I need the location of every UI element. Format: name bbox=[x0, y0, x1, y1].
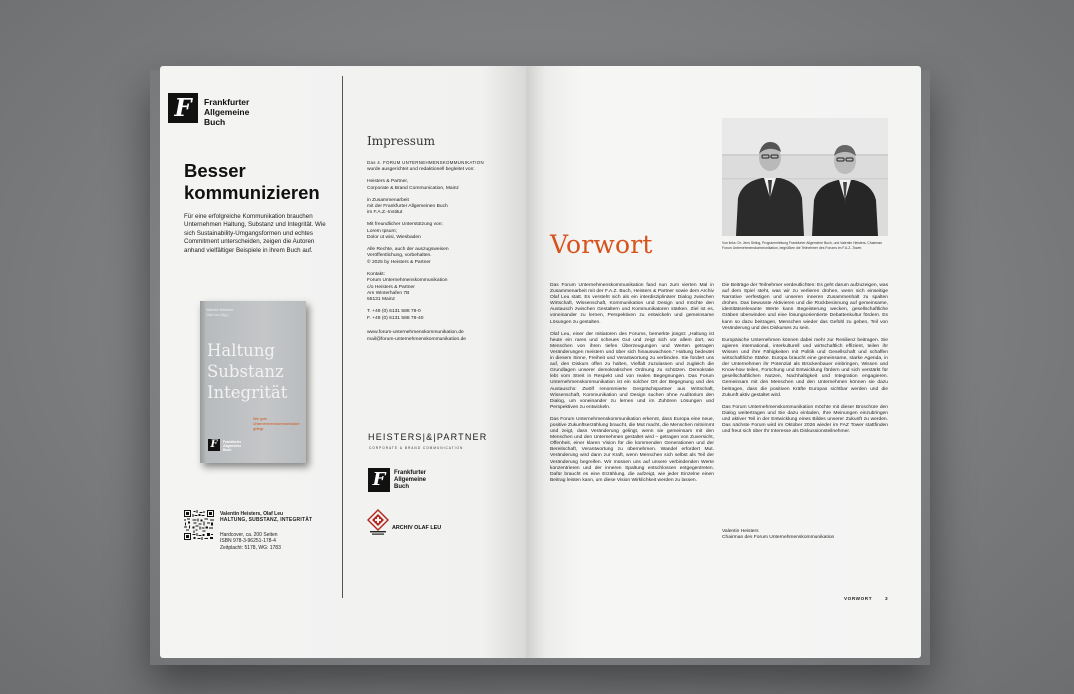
impressum-line: Corporate & Brand Communication, Mainz bbox=[367, 185, 459, 191]
body-paragraph: Olaf Leu, einer der Initiatoren des Forums, bemerkte jüngst: „Haltung ist heute ein rares und scheues Gut und zeigt sich vor allem dort, wo Menschen von ihren tiefen Überzeugungen und Werten getragen Veränderungen meistern und über sich hinauswachsen.“ Haltung bedeutet in diesem Sinne, Freiheit und Verantwortung zu verbinden. Sie fordert uns auf, den Diskurs offen zu halten, Vielfalt zuzulassen und zugleich die Grundlagen unserer demokratischen Ordnung zu schützen. Demokratie lebt vom Streit in Respekt und von realen Begegnungen. Das Forum Unternehmenskommunikation ist ein solcher Ort der Begegnung und des Austauschs: Zwölf renommierte Gesprächspartner aus Wirtschaft, Wissenschaft, Kommunikation und Design suchen ohne Auditorium den Dialog, um voneinander zu lernen und im Zuhören Lösungen und Perspektiven zu entwickeln. bbox=[550, 331, 714, 410]
heisters-partner-logo: HEISTERS|&|PARTNER bbox=[368, 432, 488, 442]
faz-logo-text bbox=[204, 97, 249, 127]
impressum-paragraph bbox=[367, 179, 523, 192]
body-column-1 bbox=[550, 283, 714, 490]
faz-logo-small-icon: F bbox=[368, 468, 390, 492]
impressum-line: Forum Unternehmenskommunikation bbox=[367, 278, 448, 284]
book-cover-title bbox=[207, 340, 287, 403]
impressum-line: Alle Rechte, auch der auszugsweisen bbox=[367, 247, 449, 253]
book-cover-subtitle: Wie gute Unternehmenskommunikation gelingt bbox=[253, 417, 300, 431]
speakers-photo-illustration bbox=[722, 118, 888, 236]
faz-logo-line: Allgemeine bbox=[204, 107, 250, 117]
book-cover-publisher-line: Allgemeine bbox=[223, 444, 242, 448]
archiv-olaf-leu-emblem-icon bbox=[366, 508, 390, 536]
impressum-fax: F. +49 (0) 6131 588 78-40 bbox=[367, 315, 424, 321]
book-info-edition: Zeitplacht: 5178, WG: 1783 bbox=[220, 544, 281, 551]
impressum-email-link[interactable]: mail@forum-unternehmenskommunikation.de bbox=[367, 336, 467, 342]
book-cover-title-line: Integrität bbox=[207, 383, 288, 402]
body-paragraph: Die Beiträge der Teilnehmer verdeutlichten: Es geht darum aufzuzeigen, was auf dem Spiel steht, was wir zu verlieren drohen, wenn sich einseitige Narrative verfestigen und unseren inneren Zusammenhalt zu spalten drohen. Das bewusste Aktivieren und die Rückbesinnung auf gemeinsame, identitätsrelevante Werte kann Begeisterung wecken, gesellschaftliche Gräben überwinden und eine lösungsorientierte Debattenkultur fördern. Es kann so dazu beitragen, Menschen wieder das Gefühl zu geben, Teil von Veränderung und des Diskurses zu sein. bbox=[722, 283, 889, 331]
impressum-paragraph bbox=[367, 272, 523, 304]
impressum-title: Impressum bbox=[367, 134, 436, 148]
faz-logo-line: Frankfurter bbox=[204, 97, 250, 107]
book-cover-faz-icon: F bbox=[208, 439, 220, 451]
book-info bbox=[220, 511, 340, 551]
book-cover-title-line: Substanz bbox=[207, 362, 284, 381]
impressum-text bbox=[367, 160, 523, 348]
impressum-line: Kontakt: bbox=[367, 271, 385, 277]
signature-name: Valentin Heisters bbox=[722, 529, 759, 534]
impressum-paragraph bbox=[367, 198, 523, 217]
impressum-phone[interactable]: T. +49 (0) 6131 588 78-0 bbox=[367, 309, 421, 315]
body-column-2 bbox=[722, 283, 888, 441]
photo-caption: Von links: Dr. Jens Seling, Programmleitung Frankfurter Allgemeine Buch, und Valentin Heisters, Chairman Forum Unternehmenskommunikation, begrüßten die Teilnehmer des Forums im F.A.Z.-Tower. bbox=[722, 241, 883, 250]
impressum-line: in Zusammenarbeit bbox=[367, 197, 409, 203]
faz-logo-small-line: Allgemeine bbox=[394, 476, 427, 483]
signature-role: Chairman des Forum Unternehmenskommunikation bbox=[722, 535, 835, 541]
book-cover-image bbox=[200, 301, 306, 463]
impressum-line: © 2025 by Heisters & Partner bbox=[367, 259, 431, 265]
body-paragraph: Europäische Unternehmen können dabei mehr zur Resilienz beitragen. Sie agieren international, interkulturell und wirtschaftlich effizient, teilen ihr Wissen und ihre Fähigkeiten mit Politik und Gesellschaft und schaffen wirtschaftliche Stärke. Europa braucht eine gemeinsame, starke Agenda, in der Unternehmen ihr Potenzial als Brückenbauer einbringen, Wissen und Know-how teilen, Forschung und Entwicklung fördern und sich verstärkt für gesellschaftlichen Nutzen, Nachhaltigkeit und Integration engagieren. Gemeinsam mit den Menschen und den Unternehmen können sie dazu beitragen, dass die positiven Kräfte Europas sichtbar werden und die Zukunft aktiv gestaltet wird. bbox=[722, 337, 888, 398]
book-info-format: Hardcover, ca. 200 Seiten bbox=[220, 531, 278, 538]
headline-line: Besser bbox=[184, 160, 246, 181]
body-paragraph: Das Forum Unternehmenskommunikation möchte mit dieser Broschüre den Dialog weitertragen und Sie dazu einladen, Ihre Meinungen einzubringen und aktiver Teil in der Entwicklung eines Bildes unserer Zukunft zu werden. Das nächste Forum wird im Oktober 2026 wieder im FAZ Tower stattfinden und freut sich über Ihr Interesse als Diskussionsteilnehmer. bbox=[722, 404, 888, 435]
book-cover-publisher-line: Buch bbox=[223, 448, 232, 452]
page-title: Vorwort bbox=[550, 230, 653, 259]
book-cover-publisher bbox=[223, 440, 241, 452]
impressum-paragraph bbox=[367, 247, 523, 266]
column-divider bbox=[342, 76, 343, 598]
impressum-paragraph bbox=[367, 309, 523, 322]
heisters-partner-tagline: CORPORATE & BRAND COMMUNICATION bbox=[369, 446, 464, 450]
headline-line: kommunizieren bbox=[184, 182, 320, 203]
page-number: 3 bbox=[885, 596, 888, 601]
speakers-photo bbox=[722, 118, 888, 236]
body-paragraph: Das Forum Unternehmenskommunikation erkennt, dass Europa eine neue, positive Zukunftserzählung braucht, die Mut macht, die Menschen mitnimmt und zeigt, dass Veränderung gelingt, wenn sie gemeinsam mit den Menschen und den Unternehmen gestaltet wird – getragen von Zuversicht, Offenheit, einer klaren Vision für die kommenden Generationen und der Bereitschaft, Verantwortung zu übernehmen. Wandel erfordert Mut. Veränderung wird dann zur Kraft, wenn Menschen sich selbst als Teil der Veränderung begreifen. Wir müssen uns auf unsere verbindenden Werte konzentrieren und der inneren Spaltung entschlossen entgegentreten. Dafür braucht es eine Erzählung, die aufzeigt, wie jeder Einzelne einen Beitrag leisten kann, um diese Vision Wirklichkeit werden zu lassen. bbox=[550, 416, 714, 483]
impressum-line: mit der Frankfurter Allgemeinen Buch bbox=[367, 204, 448, 210]
impressum-paragraph bbox=[367, 222, 523, 241]
impressum-line: c/o Heisters & Partner bbox=[367, 284, 415, 290]
impressum-line: 55131 Mainz bbox=[367, 297, 396, 303]
impressum-line: wurde ausgerichtet und redaktionell begleitet von: bbox=[367, 167, 475, 173]
impressum-line: Dolor ut wisi, Wiesbaden bbox=[367, 235, 421, 241]
impressum-line: Heisters & Partner, bbox=[367, 179, 409, 185]
faz-logo-small-text bbox=[394, 470, 426, 490]
faz-logo-small-line: Buch bbox=[394, 483, 409, 490]
book-info-title: HALTUNG, SUBSTANZ, INTEGRITÄT bbox=[220, 517, 313, 524]
signature-block bbox=[722, 529, 888, 541]
impressum-line: Lorem Ipsum; bbox=[367, 228, 397, 234]
impressum-paragraph bbox=[367, 330, 523, 343]
impressum-website-link[interactable]: www.forum-unternehmenskommunikation.de bbox=[367, 330, 464, 336]
faz-logo-mark-icon: F bbox=[168, 93, 198, 123]
book-ad-intro: Für eine erfolgreiche Kommunikation brauchen Unternehmen Haltung, Substanz und Integrität. Wie sich Sustainability-Umgangsformen und echtes Commitment unterscheiden, zeigen die Autoren anhand vielfältiger Beispiele in ihrem Buch auf. bbox=[184, 213, 326, 254]
right-page bbox=[526, 66, 921, 658]
archiv-olaf-leu-label: ARCHIV OLAF LEU bbox=[392, 525, 442, 531]
body-paragraph: Das Forum Unternehmenskommunikation fand nun zum vierten Mal in Zusammenarbeit mit der F.A.Z. Buch, Heisters & Partner sowie dem Archiv Olaf Leu statt. Es versteht sich als ein interdisziplinärer Dialog zwischen Wirtschaft, Wissenschaft, Kommunikation und Design und möchte den Austausch zwischen Gestaltern und Kommunikatoren stärken. Ziel ist es, voneinander zu lernen, Perspektiven zu entwickeln und gemeinsame Lösungen zu gestalten. bbox=[550, 283, 714, 325]
book-cover-title-line: Haltung bbox=[207, 341, 275, 360]
faz-logo-small-line: Frankfurter bbox=[394, 470, 427, 476]
book-ad-headline bbox=[184, 160, 344, 204]
running-footer-label: VORWORT bbox=[844, 596, 873, 601]
book-info-authors: Valentin Heisters, Olaf Leu bbox=[220, 511, 284, 517]
left-page bbox=[160, 66, 526, 658]
impressum-line: Am Winterhafen 7B bbox=[367, 291, 410, 296]
book-info-isbn: ISBN 978-3-96251-178-4 bbox=[220, 538, 276, 545]
book-cover-publisher-line: Frankfurter bbox=[223, 440, 242, 444]
impressum-paragraph bbox=[367, 160, 523, 174]
faz-logo-line: Buch bbox=[204, 117, 226, 127]
impressum-line: Mit freundlicher Unterstützung von: bbox=[367, 222, 443, 228]
impressum-line: im F.A.Z.-Institut bbox=[367, 210, 403, 216]
qr-code-icon[interactable] bbox=[184, 510, 214, 540]
book-cover-authors bbox=[206, 308, 233, 318]
impressum-line: Veröffentlichung, vorbehalten. bbox=[367, 253, 432, 259]
book-cover-author: Valentin Heisters bbox=[206, 308, 233, 312]
book-cover-author: Olaf Leu (Hg.) bbox=[206, 313, 229, 317]
impressum-line: Das 4. FORUM UNTERNEHMENSKOMMUNIKATION bbox=[367, 160, 484, 165]
